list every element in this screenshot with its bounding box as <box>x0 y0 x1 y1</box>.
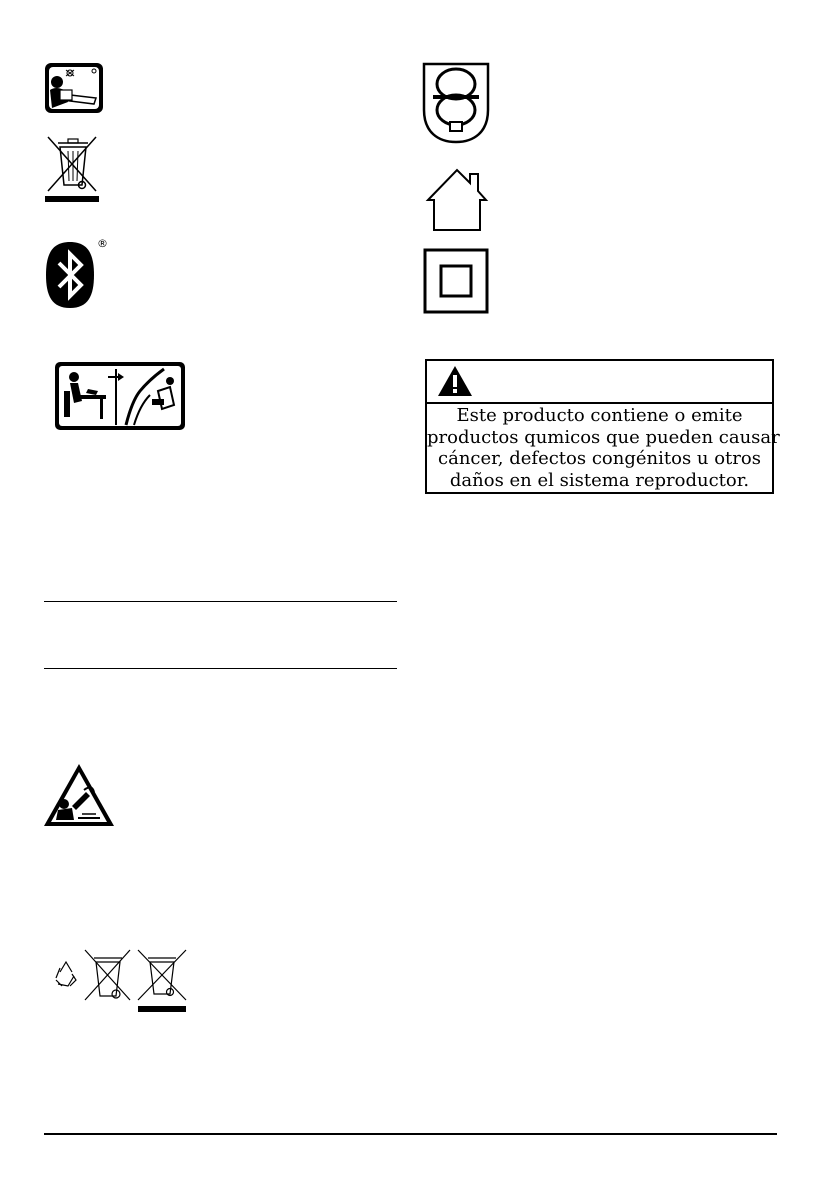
warning-line: Este producto contiene o emite <box>456 405 743 426</box>
kickback-warning-icon <box>42 762 116 828</box>
indoor-use-icon <box>422 166 492 232</box>
warning-triangle-icon <box>437 365 473 397</box>
warning-line: productos qumicos que pueden causar <box>427 426 780 448</box>
chemical-warning-box <box>425 359 780 494</box>
recycle-disposal-icon <box>52 944 190 1014</box>
footer-rule <box>44 1133 777 1135</box>
read-manual-icon <box>54 361 186 431</box>
divider <box>44 601 397 602</box>
chainsaw-operator-icon <box>44 62 104 114</box>
double-insulation-icon <box>423 248 489 314</box>
warning-header <box>427 361 772 404</box>
warning-line: daños en el sistema reproductor. <box>449 469 750 491</box>
safety-transformer-icon <box>420 60 492 146</box>
warning-line: cáncer, defectos congénitos u otros <box>438 448 761 469</box>
registered-mark: ® <box>97 237 108 250</box>
divider <box>44 668 397 669</box>
warning-text <box>427 404 780 491</box>
weee-bin-icon <box>44 133 100 203</box>
bluetooth-icon <box>44 240 96 310</box>
